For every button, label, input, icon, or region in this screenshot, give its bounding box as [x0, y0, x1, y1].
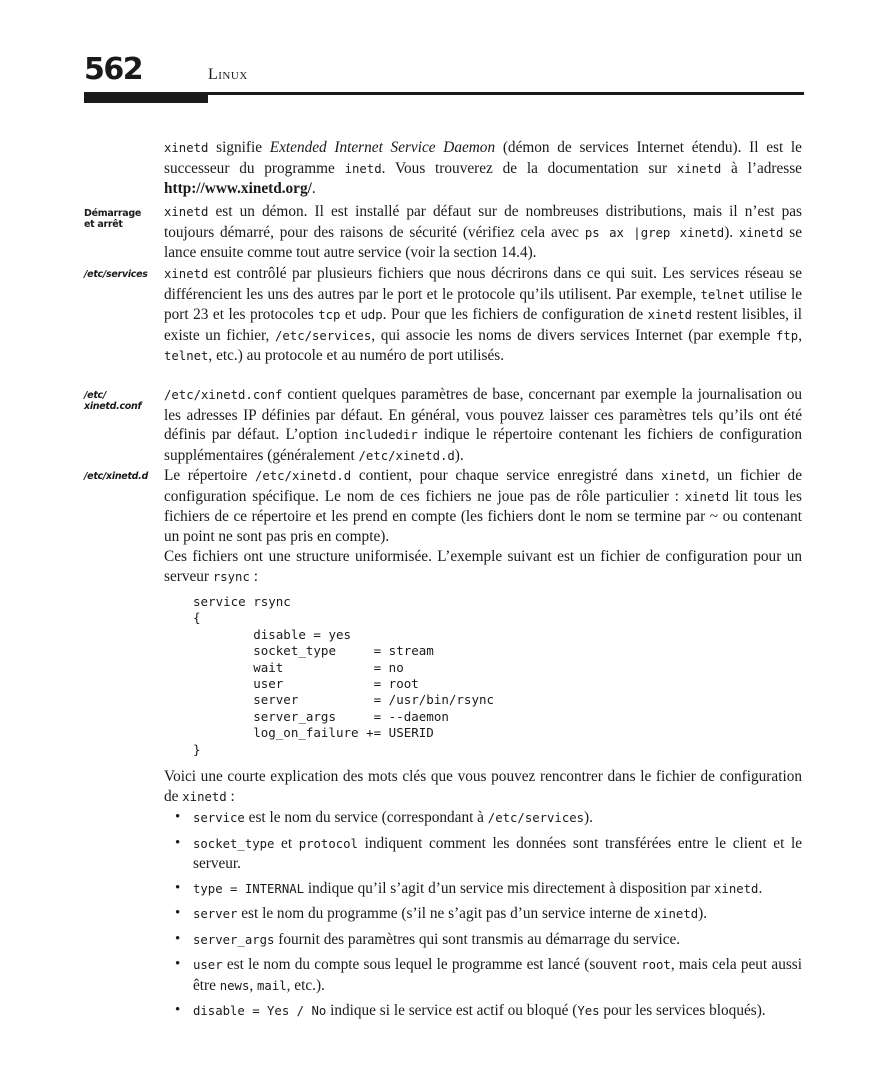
paragraph-structure [164, 547, 802, 587]
text-run: contient, pour chaque service enregistré dans [351, 467, 662, 484]
text-run: Voici une courte explication des mots clés que vous pouvez rencontrer dans le fichier de configuration de [164, 768, 802, 805]
code-term: socket_type [193, 836, 275, 851]
header-rule-tab [84, 92, 208, 103]
text-run: ). [698, 905, 708, 922]
text-run: , etc.). [286, 976, 325, 994]
paragraph-xinetd-d [164, 466, 802, 546]
text-run: se lance ensuite comme tout autre service (voir la section 14.4). [164, 223, 802, 261]
code-term: protocol [298, 836, 358, 851]
code-term: telnet [164, 349, 209, 363]
code-term: type = INTERNAL [193, 881, 305, 896]
code-term: ftp [775, 328, 799, 343]
text-run: . Vous trouverez de la documentation sur [381, 159, 677, 177]
code-term: user [193, 958, 223, 972]
list-item [164, 904, 802, 925]
text-run: , [798, 326, 803, 344]
paragraph-demarrage [164, 202, 802, 263]
code-term: xinetd [182, 789, 227, 804]
code-term: telnet [700, 287, 745, 302]
code-term: /etc/xinetd.conf [164, 388, 283, 402]
code-term: /etc/xinetd.d [254, 469, 352, 483]
code-term: ps ax |grep xinetd [584, 225, 725, 240]
text-run: est un démon. Il est installé par défaut sur de nombreuses distributions, mais il n’est pas toujours démarré, pour des raisons de sécurité (vérifiez cela avec [164, 203, 802, 241]
code-term: disable = Yes / No [193, 1004, 327, 1018]
url-link[interactable]: http://www.xinetd.org/ [164, 180, 312, 197]
text-run: , qui associe les noms de divers services Internet (par exemple [371, 326, 776, 344]
code-term: xinetd [714, 881, 759, 896]
code-term: xinetd [661, 469, 706, 483]
sidenote-line: et arrêt [84, 219, 123, 230]
text-run: , un fichier de configuration spécifique. Le nom de ces fichiers ne joue pas de rôle particulier : [164, 467, 802, 505]
text-run: , [249, 976, 258, 994]
text-run: (démon de services Internet étendu). Il est le successeur du programme [164, 139, 802, 177]
code-term: service [193, 811, 245, 825]
keyword-list [164, 808, 802, 1027]
text-run: : [226, 787, 235, 805]
text-run: fournit des paramètres qui sont transmis au démarrage du service. [274, 930, 681, 948]
text-run: : [249, 567, 258, 585]
text-run: , etc.) au protocole et au numéro de port utilisés. [208, 347, 505, 364]
text-run: ). [454, 446, 464, 464]
code-term: root [641, 958, 671, 972]
list-item [164, 808, 802, 829]
code-term: inetd [344, 161, 382, 176]
list-item [164, 879, 802, 900]
text-run: contient quelques paramètres de base, concernant par exemple la journalisation ou les adresses IP définies par défaut. En général, vous pouvez laisser ces paramètres tels qu’ils ont été définis par défaut. L’option [164, 386, 802, 443]
text-run: indique le répertoire contenant les fichiers de configuration supplémentaires (généralement [164, 426, 802, 464]
code-term: xinetd [164, 267, 209, 281]
list-item [164, 1001, 802, 1022]
code-term: news [219, 978, 250, 993]
text-run: utilise le port 23 et les protocoles [164, 285, 802, 323]
text-run: . Pour que les fichiers de configuration de [382, 306, 648, 323]
code-term: xinetd [164, 141, 209, 155]
text-run: indique qu’il s’agit d’un service mis directement à disposition par [304, 879, 715, 897]
config-code-block: service rsync { disable = yes socket_type = stream wait = no user = root server = /usr/bin/rsync server_args = --daemon log_on_failure += USERID } [193, 594, 495, 757]
code-term: mail [257, 978, 287, 993]
code-term: xinetd [676, 161, 722, 176]
text-run: à l’adresse [721, 159, 802, 177]
code-term: udp [360, 308, 383, 322]
code-term: xinetd [684, 489, 730, 504]
text-run: , mais cela peut aussi être [193, 956, 802, 994]
code-term: server_args [193, 932, 275, 947]
sidenote-demarrage [84, 208, 159, 230]
code-term: Yes [577, 1004, 600, 1018]
code-term: server [193, 907, 238, 921]
paragraph-keywords [164, 767, 802, 807]
text-run: et [274, 834, 299, 852]
code-term: xinetd [738, 225, 784, 240]
code-term: includedir [343, 428, 418, 442]
text-run: pour les services bloqués). [599, 1002, 766, 1019]
sidenote-etc-services: /etc/services [84, 269, 148, 280]
code-term: tcp [318, 308, 341, 322]
text-run: ). [724, 223, 739, 241]
text-run: signifie [208, 139, 270, 156]
emphasis: Extended Internet Service Daemon [269, 139, 496, 156]
text-run: est le nom du programme (s’il ne s’agit pas d’un service interne de [237, 905, 654, 922]
page-number: 562 [84, 52, 143, 87]
text-run: restent lisibles, il existe un fichier, [164, 306, 802, 344]
text-run: ). [584, 809, 593, 826]
sidenote-line: Démarrage [84, 208, 141, 219]
text-run: est le nom du compte sous lequel le programme est lancé (souvent [222, 956, 642, 973]
paragraph-intro [164, 138, 802, 199]
sidenote-xinetd-conf [84, 390, 159, 412]
text-run: Le répertoire [164, 467, 255, 484]
sidenote-line: /etc/ [84, 390, 107, 401]
paragraph-services [164, 264, 802, 367]
code-term: rsync [212, 569, 250, 584]
text-run: lit tous les fichiers de ce répertoire et les prend en compte (les fichiers dont le nom se termine par ~ ou contenant un point ne sont pas pris en compte). [164, 487, 802, 545]
code-term: /etc/services [275, 328, 372, 343]
text-run: . [758, 879, 763, 897]
code-term: xinetd [164, 205, 209, 219]
text-run: indiquent comment les données sont transférées entre le client et le serveur. [193, 834, 802, 872]
text-run: Ces fichiers ont une structure uniformisée. L’exemple suivant est un fichier de configuration pour un serveur [164, 548, 802, 585]
code-term: /etc/services [487, 811, 585, 825]
list-item [164, 930, 802, 951]
text-run: est le nom du service (correspondant à [244, 809, 488, 826]
text-run: indique si le service est actif ou bloqué ( [326, 1002, 578, 1019]
page-header [84, 50, 804, 106]
list-item [164, 834, 802, 874]
code-term: xinetd [647, 308, 693, 322]
code-term: xinetd [653, 907, 699, 921]
running-title: Linux [208, 66, 248, 83]
code-term: /etc/xinetd.d [358, 448, 455, 463]
text-run: et [340, 306, 361, 323]
list-item [164, 955, 802, 996]
sidenote-line: xinetd.conf [84, 401, 142, 412]
text-run: . [311, 180, 316, 197]
sidenote-xinetd-d: /etc/xinetd.d [84, 471, 148, 482]
paragraph-xinetd-conf [164, 385, 802, 466]
text-run: est contrôlé par plusieurs fichiers que nous décrirons dans ce qui suit. Les services réseau se différencient les uns des autres par le port et le protocole qu’ils utilisent. Par exemple, [164, 265, 802, 303]
